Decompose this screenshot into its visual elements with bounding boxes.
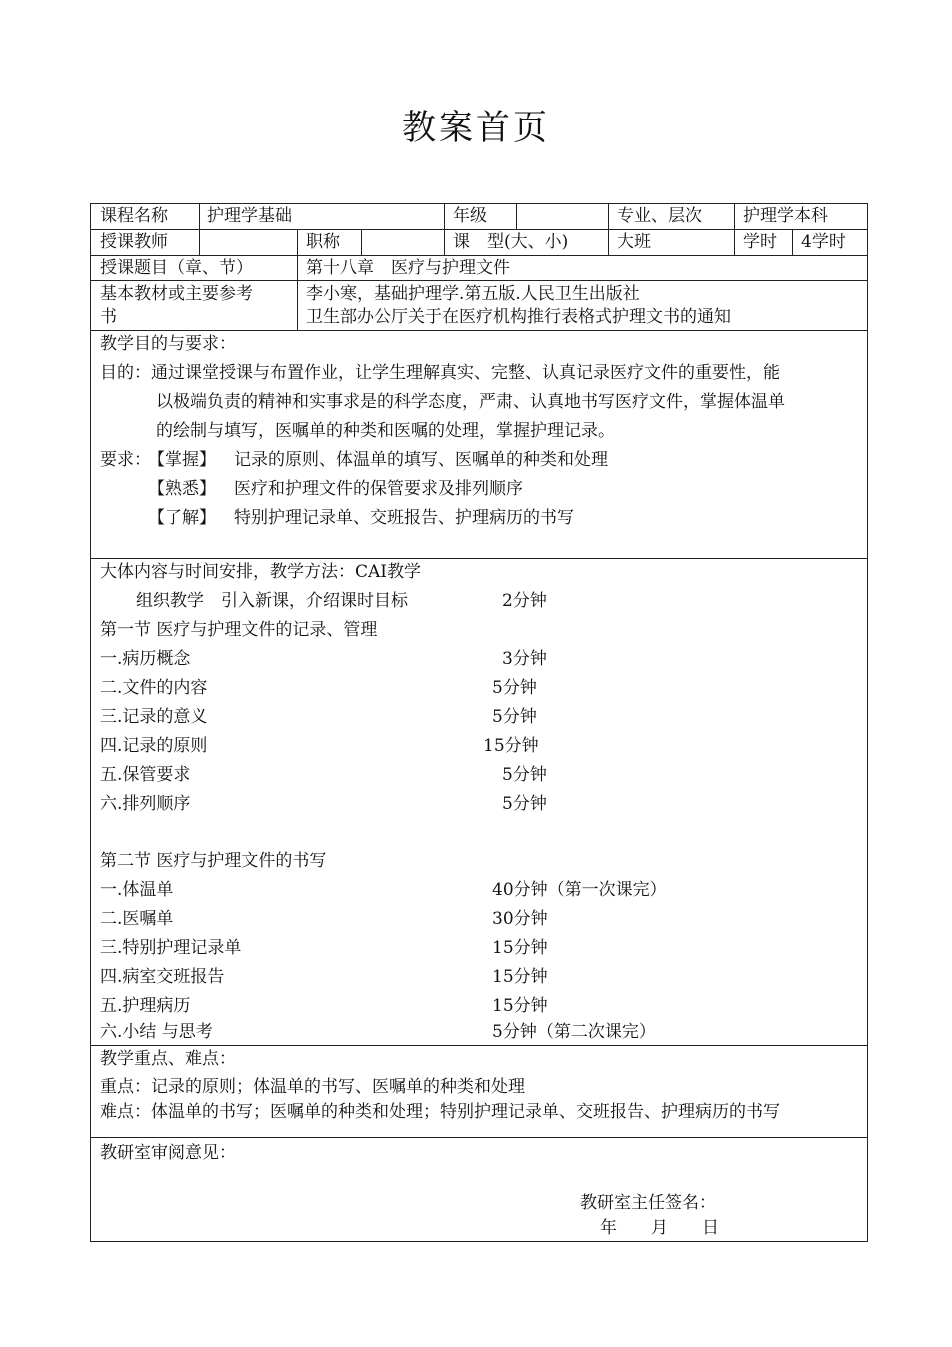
schedule-item-time: 15分钟	[492, 996, 548, 1016]
keypoints-key: 重点：记录的原则；体温单的书写、医嘱单的种类和处理	[100, 1077, 525, 1097]
schedule-item-label: 六.排列顺序	[100, 794, 191, 814]
row-divider	[90, 280, 868, 281]
schedule-item-label: 五.护理病历	[100, 996, 191, 1016]
objectives-heading: 教学目的与要求：	[100, 334, 236, 354]
schedule-item-time: 3分钟	[502, 649, 547, 669]
teacher-label: 授课教师	[100, 232, 168, 252]
class-type-label: 课 型(大、小)	[453, 232, 569, 252]
purpose-text-cont: 以极端负责的精神和实事求是的科学态度，严肃、认真地书写医疗文件，掌握体温单	[156, 392, 785, 412]
major-label: 专业、层次	[617, 206, 702, 226]
page-title: 教案首页	[402, 108, 550, 148]
col-divider	[792, 229, 793, 255]
keypoints-heading: 教学重点、难点：	[100, 1049, 236, 1069]
schedule-item-time: 5分钟	[502, 765, 547, 785]
req-familiar-text: 医疗和护理文件的保管要求及排列顺序	[234, 479, 523, 499]
schedule-item-label: 六.小结 与思考	[100, 1022, 213, 1042]
purpose-text: 目的：通过课堂授课与布置作业，让学生理解真实、完整、认真记录医疗文件的重要性，能	[100, 363, 780, 383]
col-divider	[608, 203, 609, 255]
grade-label: 年级	[453, 206, 487, 226]
intro-label: 组织教学 引入新课，介绍课时目标	[136, 591, 408, 611]
topic-label: 授课题目（章、节）	[100, 258, 253, 278]
col-divider	[734, 203, 735, 255]
section1-title: 第一节 医疗与护理文件的记录、管理	[100, 620, 378, 640]
class-type-value: 大班	[617, 232, 651, 252]
purpose-text-cont: 的绘制与填写，医嘱单的种类和医嘱的处理，掌握护理记录。	[156, 421, 615, 441]
schedule-item-label: 三.特别护理记录单	[100, 938, 242, 958]
section2-title: 第二节 医疗与护理文件的书写	[100, 851, 327, 871]
schedule-item-label: 二.文件的内容	[100, 678, 208, 698]
form-border-left	[90, 203, 91, 1242]
hours-value: 4学时	[801, 232, 846, 252]
lesson-plan-form	[90, 203, 868, 1242]
schedule-item-time: 15分钟	[492, 938, 548, 958]
col-divider	[297, 229, 298, 330]
intro-time: 2分钟	[502, 591, 547, 611]
schedule-item-label: 一.体温单	[100, 880, 174, 900]
schedule-item-time: 15分钟	[492, 967, 548, 987]
schedule-item-label: 三.记录的意义	[100, 707, 208, 727]
major-value: 护理学本科	[743, 206, 828, 226]
schedule-item-time: 5分钟	[492, 707, 537, 727]
req-understand-text: 特别护理记录单、交班报告、护理病历的书写	[234, 508, 574, 528]
req-master-text: 记录的原则、体温单的填写、医嘱单的种类和处理	[234, 450, 608, 470]
form-border-top	[90, 203, 868, 204]
schedule-item-time: 30分钟	[492, 909, 548, 929]
row-divider	[90, 255, 868, 256]
schedule-item-label: 四.病室交班报告	[100, 967, 225, 987]
req-understand-tag: 【了解】	[148, 508, 216, 528]
req-master-tag: 【掌握】	[148, 450, 216, 470]
schedule-item-label: 一.病历概念	[100, 649, 191, 669]
schedule-item-label: 二.医嘱单	[100, 909, 174, 929]
topic-value: 第十八章 医疗与护理文件	[306, 258, 510, 278]
textbook-label-cont: 书	[100, 307, 117, 327]
signature-date: 年 月 日	[600, 1218, 719, 1238]
schedule-heading: 大体内容与时间安排，教学方法：CAI教学	[100, 562, 421, 582]
schedule-item-time: 5分钟	[492, 678, 537, 698]
row-divider	[90, 1137, 868, 1138]
schedule-item-label: 四.记录的原则	[100, 736, 208, 756]
col-divider	[444, 203, 445, 255]
signature-label: 教研室主任签名：	[580, 1193, 716, 1213]
row-divider	[90, 229, 868, 230]
schedule-item-label: 五.保管要求	[100, 765, 191, 785]
rank-label: 职称	[306, 232, 340, 252]
schedule-item-time: 5分钟（第二次课完）	[492, 1022, 656, 1042]
req-familiar-tag: 【熟悉】	[148, 479, 216, 499]
col-divider	[361, 229, 362, 255]
textbook-primary: 李小寒，基础护理学.第五版.人民卫生出版社	[306, 284, 640, 304]
hours-label: 学时	[743, 232, 777, 252]
schedule-item-time: 40分钟（第一次课完）	[492, 880, 667, 900]
keypoints-difficulty: 难点：体温单的书写；医嘱单的种类和处理；特别护理记录单、交班报告、护理病历的书写	[100, 1102, 780, 1122]
textbook-label: 基本教材或主要参考	[100, 284, 253, 304]
textbook-reference: 卫生部办公厅关于在医疗机构推行表格式护理文书的通知	[306, 307, 731, 327]
form-border-right	[867, 203, 868, 1242]
course-name-label: 课程名称	[100, 206, 168, 226]
schedule-item-time: 5分钟	[502, 794, 547, 814]
form-border-bottom	[90, 1241, 868, 1242]
schedule-item-time: 15分钟	[483, 736, 539, 756]
requirements-prefix: 要求：	[100, 450, 151, 470]
review-heading: 教研室审阅意见：	[100, 1143, 236, 1163]
col-divider	[516, 203, 517, 229]
course-name-value: 护理学基础	[207, 206, 292, 226]
col-divider	[199, 203, 200, 255]
